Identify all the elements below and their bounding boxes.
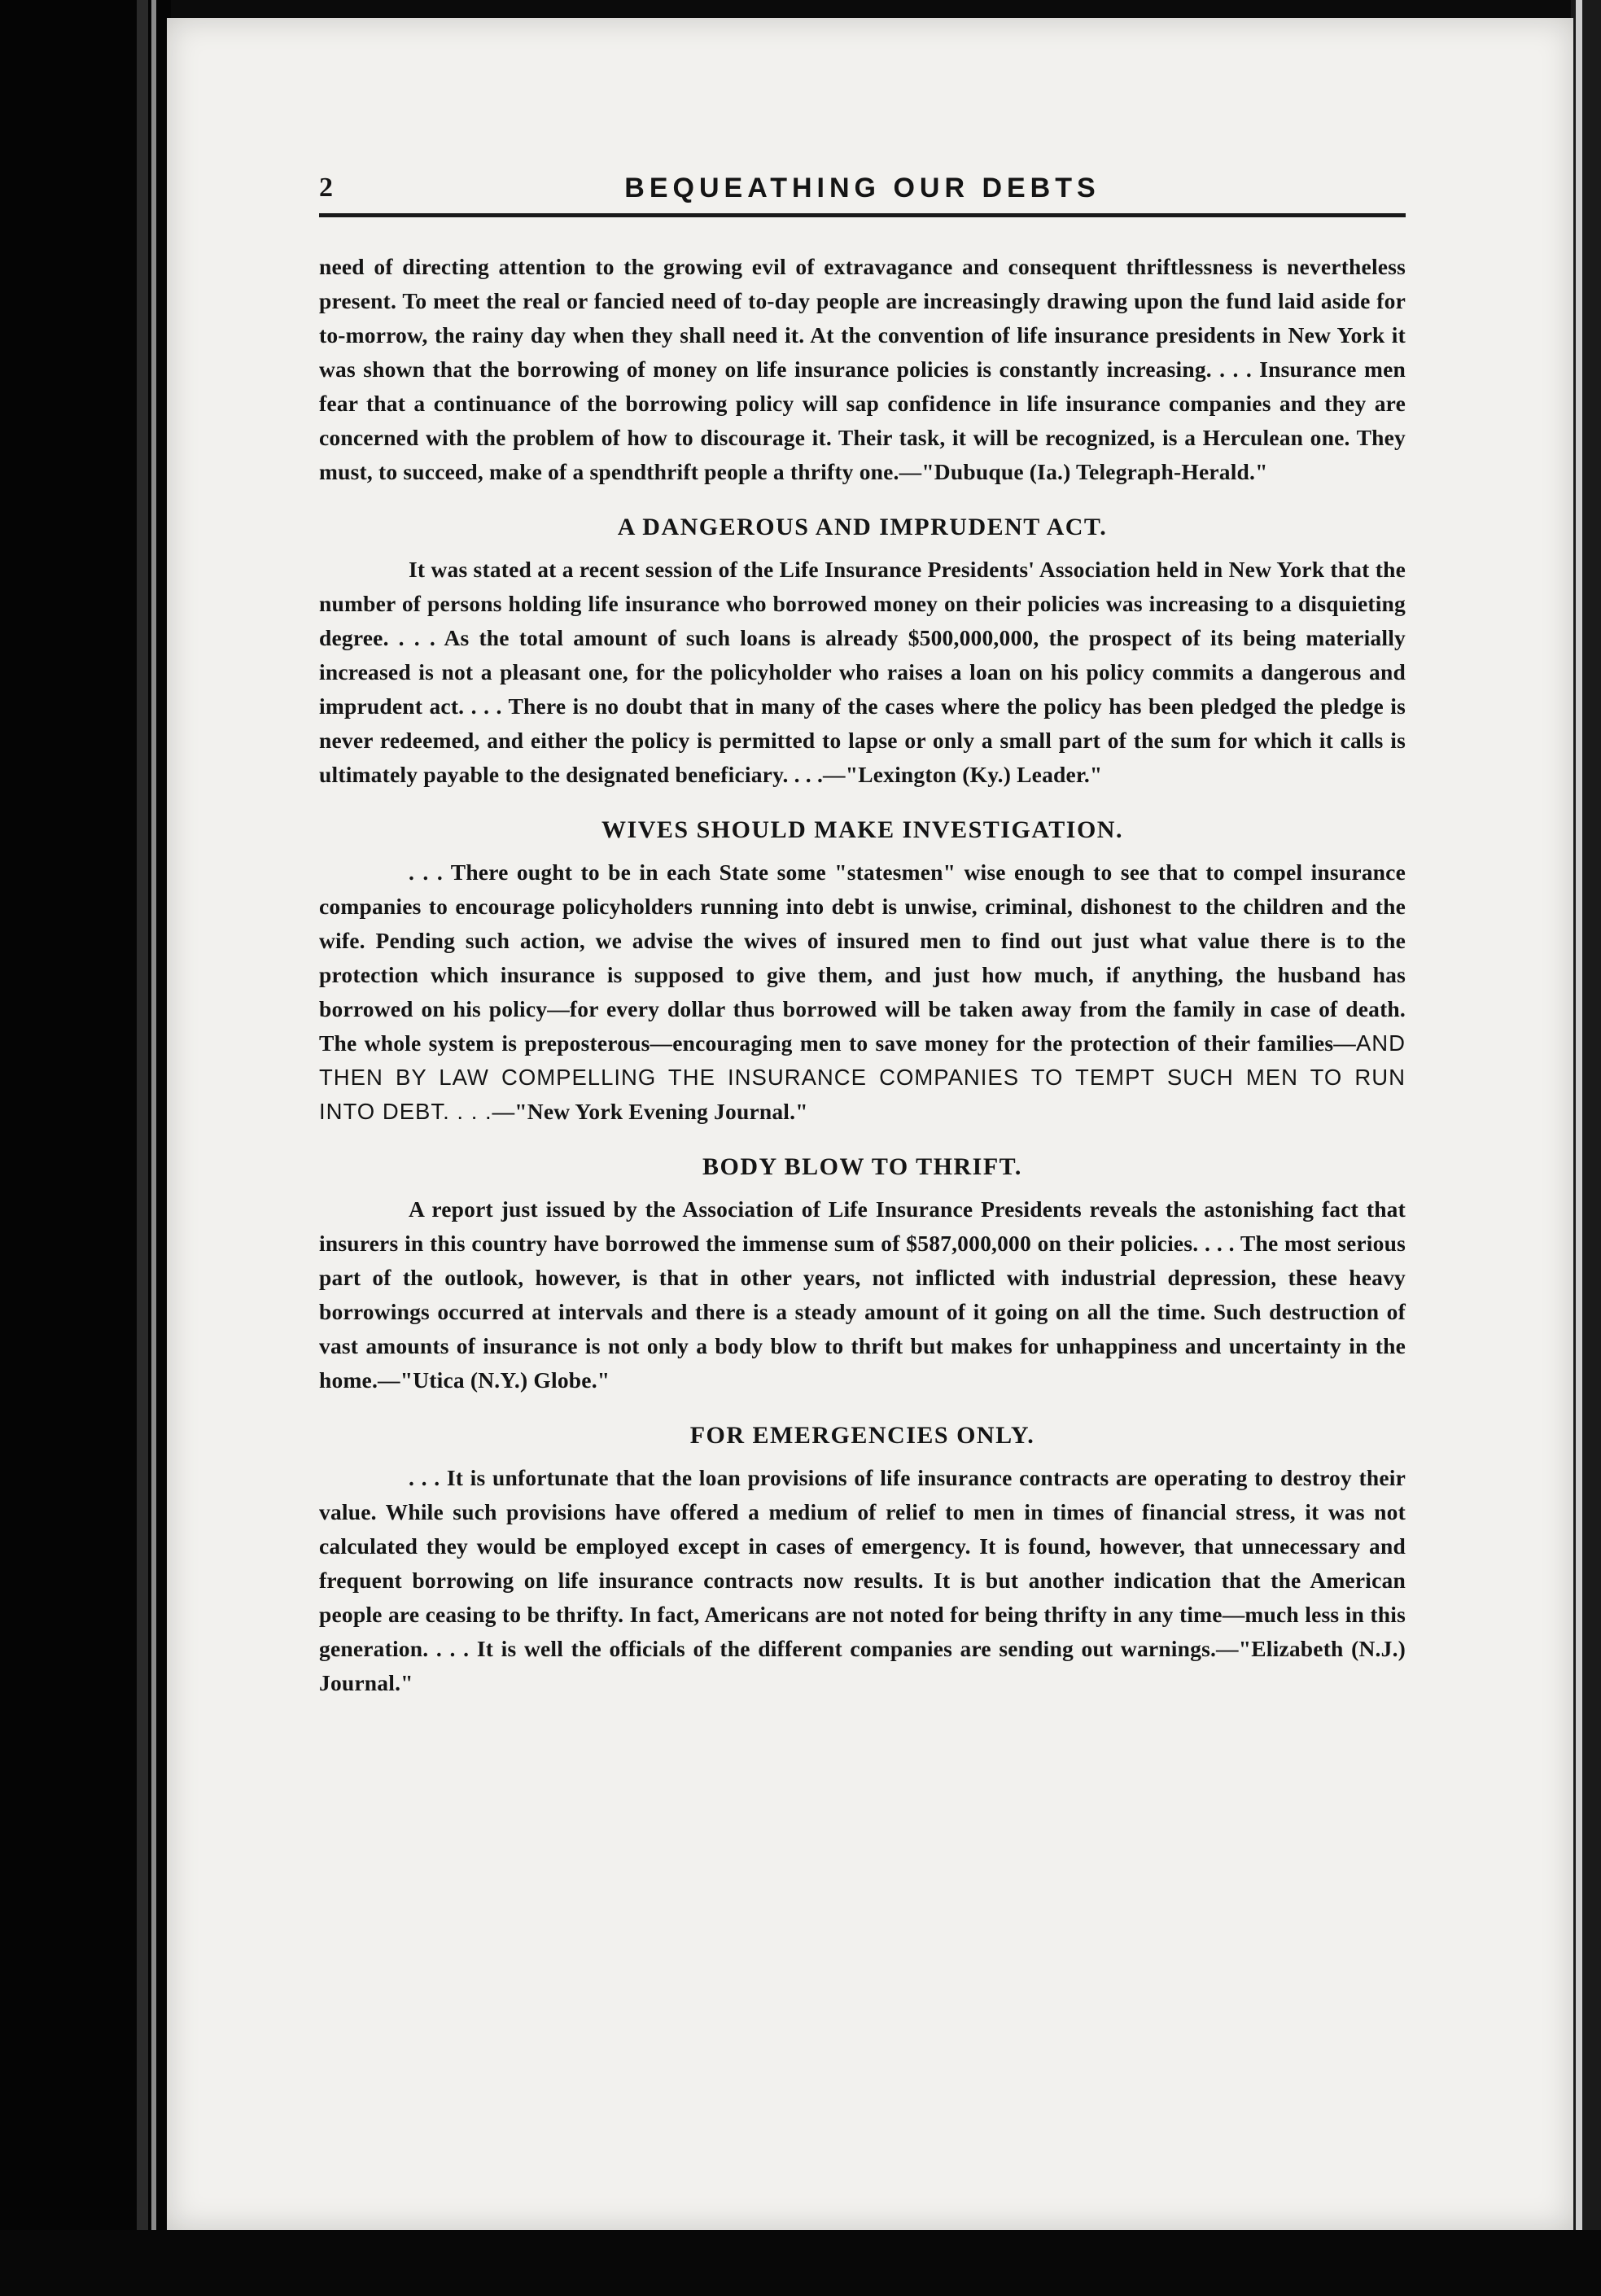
wives-caps-text: AND THEN BY LAW COMPELLING THE INSURANCE COMPANIES TO TEMPT SUCH MEN TO RUN INTO DEBT. . . .: [319, 1030, 1406, 1124]
section-body-body-blow: A report just issued by the Association of Life Insurance Presidents reveals the astonishing fact that insurers in this country have borrowed the immense sum of $587,000,000 on their policies. . . . The most serious part of the outlook, however, is that in other years, not inflicted with industrial depression, these heavy borrowings occurred at intervals and there is a steady amount of it going on all the time. Such destruction of vast amounts of insurance is not only a body blow to thrift but makes for unhappiness and uncertainty in the home.—"Utica (N.Y.) Globe.": [319, 1196, 1406, 1393]
wives-source: —"New York Evening Journal.": [492, 1099, 808, 1124]
section-body-wives-investigation: [319, 855, 1406, 1129]
section-body-dangerous-act: It was stated at a recent session of the Life Insurance Presidents' Association held in New York that the number of persons holding life insurance who borrowed money on their policies was increasing to a disquieting degree. . . . As the total amount of such loans is already $500,000,000, the prospect of its being materially increased is not a pleasant one, for the policyholder who raises a loan on his policy commits a dangerous and imprudent act. . . . There is no doubt that in many of the cases where the policy has been pledged the pledge is never redeemed, and either the policy is permitted to lapse or only a small part of the sum for which it calls is ultimately payable to the designated beneficiary. . . .—"Lexington (Ky.) Leader.": [319, 557, 1406, 787]
running-title: BEQUEATHING OUR DEBTS: [624, 173, 1100, 203]
film-border-bottom: [0, 2230, 1601, 2296]
page-number: 2: [319, 173, 333, 203]
film-edge-dark: [137, 0, 148, 2296]
section-body-emergencies: . . . It is unfortunate that the loan provisions of life insurance contracts are operating to destroy their value. While such provisions have offered a medium of relief to men in times of financial stress, it was not calculated they would be employed except in cases of emergency. It is found, however, that unnecessary and frequent borrowing on life insurance contracts now results. It is but another indication that the American people are ceasing to be thrifty. In fact, Americans are not noted for being thrifty in any time—much less in this generation. . . . It is well the officials of the different companies are sending out warnings.—"Elizabeth (N.J.) Journal.": [319, 1465, 1406, 1695]
section-heading-body-blow: BODY BLOW TO THRIFT.: [702, 1153, 1022, 1180]
section-heading-dangerous-act: A DANGEROUS AND IMPRUDENT ACT.: [617, 514, 1108, 540]
page-header: [319, 173, 1406, 217]
film-edge-light: [151, 0, 156, 2296]
section-heading-emergencies: FOR EMERGENCIES ONLY.: [689, 1422, 1035, 1449]
film-edge-right-light: [1576, 0, 1582, 2296]
intro-paragraph: need of directing attention to the growing evil of extravagance and consequent thriftlessness is nevertheless present. To meet the real or fancied need of to-day people are increasingly drawing upon the fund laid aside for to-morrow, the rainy day when they shall need it. At the convention of life insurance presidents in New York it was shown that the borrowing of money on life insurance policies is constantly increasing. . . . Insurance men fear that a continuance of the borrowing policy will sap confidence in life insurance companies and they are concerned with the problem of how to discourage it. Their task, it will be recognized, is a Herculean one. They must, to succeed, make of a spendthrift people a thrifty one.—"Dubuque (Ia.) Telegraph-Herald.": [319, 254, 1406, 484]
wives-body-text: . . . There ought to be in each State some "statesmen" wise enough to see that to compel insurance companies to encourage policyholders running into debt is unwise, criminal, dishonest to the children and the wife. Pending such action, we advise the wives of insured men to find out just what value there is to the protection which insurance is supposed to give them, and just how much, if anything, the husband has borrowed on his policy—for every dollar thus borrowed will be taken away from the family in case of death. The whole system is preposterous—encouraging men to save money for the protection of their families—: [319, 859, 1406, 1056]
page-content: [319, 173, 1406, 1700]
document-page: [167, 18, 1573, 2230]
section-heading-wives-investigation: WIVES SHOULD MAKE INVESTIGATION.: [601, 816, 1123, 843]
